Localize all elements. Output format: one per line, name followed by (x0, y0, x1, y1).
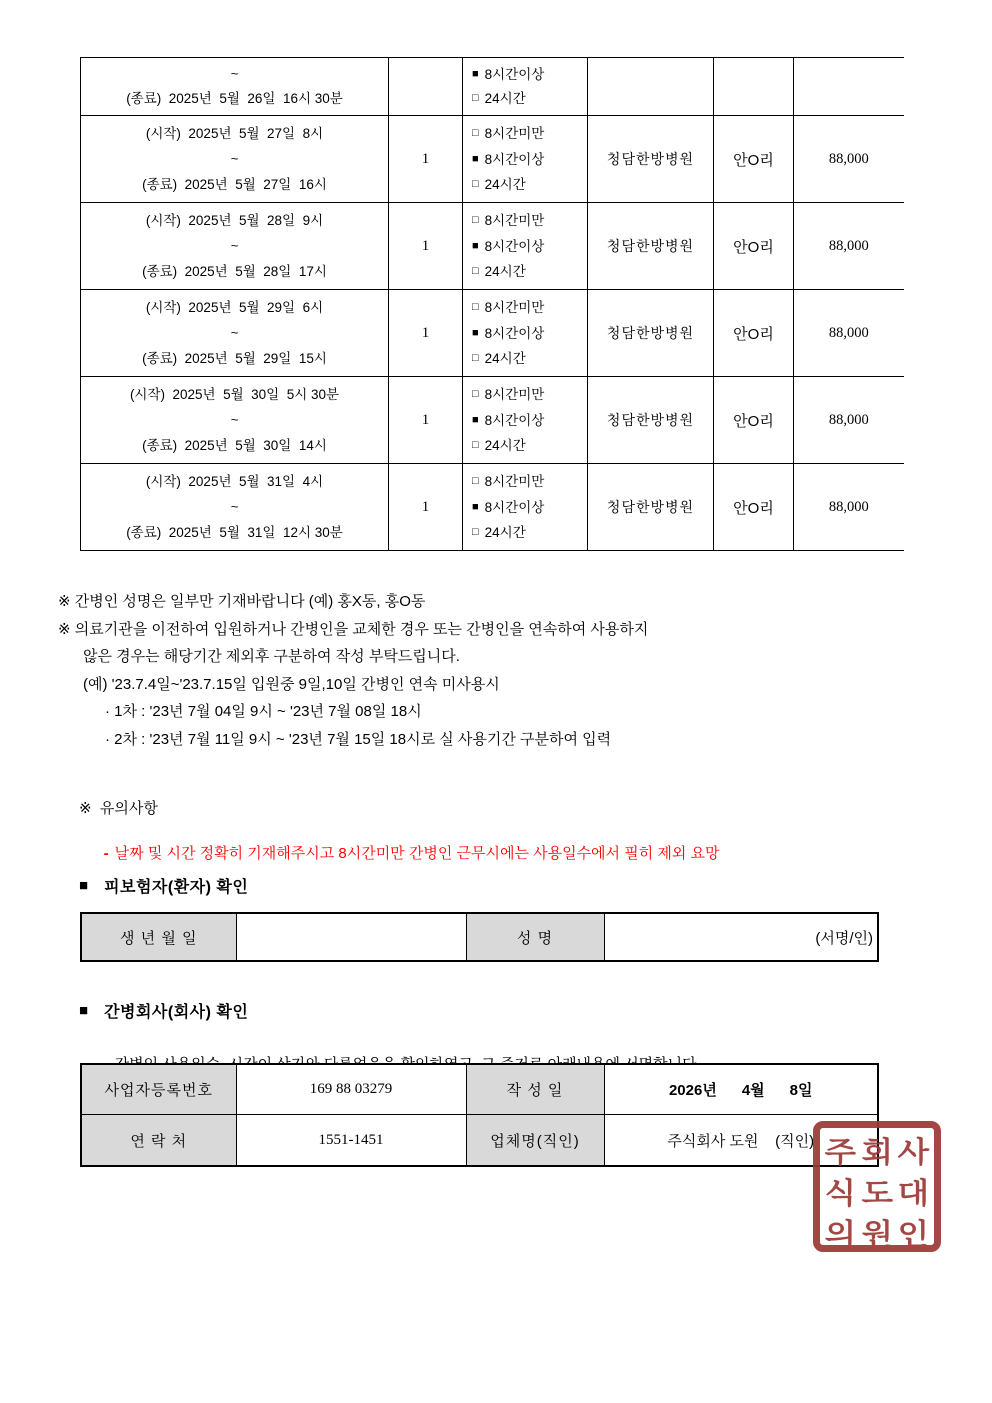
seal-char: 인 (897, 1219, 930, 1251)
written-date-value: 2026년 4월 8일 (604, 1064, 878, 1115)
note-line: (예) '23.7.4일~'23.7.15일 입원중 9일,10일 간병인 연속 미사용시 (83, 675, 500, 693)
section-bullet-icon: ■ (79, 876, 89, 894)
note-line: ※ 간병인 성명은 일부만 기재바랍니다 (예) 홍X동, 홍O동 (58, 593, 426, 610)
shift-option-label: 8시간이상 (484, 151, 545, 167)
table-row (81, 464, 904, 551)
checkbox-unchecked-icon: □ (472, 177, 479, 190)
use-days-count: 1 (389, 377, 463, 464)
note-line: ※ 의료기관을 이전하여 입원하거나 간병인을 교체한 경우 또는 간병인을 연속하여 사용하지 (58, 620, 649, 638)
range-tilde: ~ (230, 412, 239, 427)
note-line: · 1차 : '23년 7월 04일 9시 ~ '23년 7월 08일 18시 (105, 703, 422, 720)
hospital-name: 청담한방병원 (588, 464, 714, 551)
checkbox-checked-icon: ■ (472, 326, 479, 339)
seal-char: 도 (861, 1178, 893, 1210)
table-row (81, 203, 904, 290)
checkbox-unchecked-icon: □ (472, 351, 479, 364)
shift-option (472, 177, 587, 192)
use-days-count: 1 (389, 290, 463, 377)
shift-option (472, 525, 587, 540)
range-tilde: ~ (230, 66, 239, 82)
end-datetime: (종료) 2025년 5월 31일 12시 30분 (126, 524, 343, 540)
table-row (81, 1115, 878, 1167)
dob-label: 생 년 월 일 (81, 913, 236, 961)
start-datetime: (시작) 2025년 5월 27일 8시 (145, 125, 324, 141)
contact-value: 1551-1451 (236, 1115, 466, 1167)
start-datetime: (시작) 2025년 5월 31일 4시 (145, 473, 324, 489)
checkbox-unchecked-icon: □ (472, 127, 479, 140)
daily-amount: 88,000 (794, 377, 904, 464)
shift-option (472, 413, 587, 428)
end-datetime: (종료) 2025년 5월 30일 14시 (142, 437, 327, 453)
shift-option-label: 8시간미만 (484, 213, 545, 229)
table-row (81, 116, 904, 203)
patient-confirm-title: 피보험자(환자) 확인 (104, 879, 249, 896)
end-datetime: (종료) 2025년 5월 27일 16시 (142, 176, 327, 192)
care-usage-table (80, 57, 904, 551)
patient-confirm-heading (79, 874, 248, 897)
signature-field: (서명/인) (604, 913, 878, 961)
hospital-name: 청담한방병원 (588, 377, 714, 464)
daily-amount: 88,000 (794, 290, 904, 377)
shift-option (472, 239, 587, 254)
business-number-value: 169 88 03279 (236, 1064, 466, 1115)
table-row (81, 913, 878, 961)
range-tilde: ~ (230, 151, 239, 166)
shift-option-label: 8시간미만 (484, 126, 545, 142)
dash-marker: - (103, 845, 109, 862)
business-number-label: 사업자등록번호 (81, 1064, 236, 1115)
checkbox-unchecked-icon: □ (472, 438, 479, 451)
company-seal-stamp (813, 1121, 941, 1252)
end-datetime: (종료) 2025년 5월 26일 16시 30분 (126, 90, 343, 106)
checkbox-unchecked-icon: □ (472, 475, 479, 488)
hospital-name: 청담한방병원 (588, 290, 714, 377)
shift-option-label: 24시간 (484, 91, 526, 106)
start-datetime: (시작) 2025년 5월 28일 9시 (145, 212, 324, 228)
range-tilde: ~ (230, 499, 239, 514)
caution-heading: ※ 유의사항 (79, 800, 158, 817)
table-row (81, 377, 904, 464)
caregiver-name (714, 58, 794, 116)
shift-option (472, 126, 587, 141)
daily-amount: 88,000 (794, 203, 904, 290)
daily-amount: 88,000 (794, 116, 904, 203)
section-bullet-icon: ■ (79, 1001, 89, 1019)
shift-option-label: 8시간이상 (484, 238, 545, 254)
shift-option (472, 67, 587, 82)
daily-amount: 88,000 (794, 464, 904, 551)
seal-char: 회 (861, 1137, 893, 1169)
checkbox-unchecked-icon: □ (472, 525, 479, 538)
shift-option-label: 24시간 (484, 350, 526, 366)
footnotes (58, 588, 648, 753)
shift-option (472, 387, 587, 402)
shift-option-label: 8시간이상 (484, 67, 545, 82)
end-datetime: (종료) 2025년 5월 28일 17시 (142, 263, 327, 279)
table-row (81, 290, 904, 377)
checkbox-unchecked-icon: □ (472, 214, 479, 227)
shift-option-label: 8시간이상 (484, 499, 545, 515)
caution-warning-text: 날짜 및 시간 정확히 기재해주시고 8시간미만 간병인 근무시에는 사용일수에서 필히 제외 요망 (114, 845, 720, 862)
checkbox-unchecked-icon: □ (472, 301, 479, 314)
caregiver-name: 안O리 (714, 203, 794, 290)
seal-char: 사 (897, 1137, 930, 1169)
hospital-name (588, 58, 714, 116)
checkbox-checked-icon: ■ (472, 239, 479, 252)
use-days-count: 1 (389, 116, 463, 203)
shift-option-label: 8시간이상 (484, 325, 545, 341)
end-datetime: (종료) 2025년 5월 29일 15시 (142, 350, 327, 366)
vendor-label: 업체명(직인) (466, 1115, 604, 1167)
shift-option (472, 264, 587, 279)
shift-option-label: 24시간 (484, 263, 526, 279)
checkbox-unchecked-icon: □ (472, 264, 479, 277)
shift-option (472, 326, 587, 341)
seal-char: 대 (897, 1178, 930, 1210)
caregiver-name: 안O리 (714, 464, 794, 551)
daily-amount (794, 58, 904, 116)
caregiver-name: 안O리 (714, 377, 794, 464)
note-line: · 2차 : '23년 7월 11일 9시 ~ '23년 7월 15일 18시로 실 사용기간 구분하여 입력 (105, 730, 612, 748)
shift-option-label: 8시간이상 (484, 412, 545, 428)
name-label: 성 명 (466, 913, 604, 961)
vendor-value: 주식회사 도원 (직인) (604, 1115, 878, 1167)
checkbox-checked-icon: ■ (472, 500, 479, 513)
checkbox-unchecked-icon: □ (472, 92, 479, 104)
note-line: 않은 경우는 해당기간 제외후 구분하여 작성 부탁드립니다. (83, 648, 460, 665)
caution-warning (87, 825, 719, 880)
range-tilde: ~ (230, 238, 239, 253)
checkbox-checked-icon: ■ (472, 68, 479, 80)
contact-label: 연 락 처 (81, 1115, 236, 1167)
shift-option (472, 438, 587, 453)
shift-option (472, 91, 587, 106)
shift-option-label: 8시간미만 (484, 387, 545, 403)
start-datetime: (시작) 2025년 5월 29일 6시 (145, 299, 324, 315)
caregiver-name: 안O리 (714, 116, 794, 203)
shift-option (472, 351, 587, 366)
shift-option (472, 474, 587, 489)
company-confirm-title: 간병회사(회사) 확인 (104, 1004, 249, 1021)
hospital-name: 청담한방병원 (588, 116, 714, 203)
shift-option-label: 24시간 (484, 176, 526, 192)
seal-char: 원 (861, 1219, 893, 1251)
shift-option-label: 24시간 (484, 437, 526, 453)
use-days-count (389, 58, 463, 116)
range-tilde: ~ (230, 325, 239, 340)
company-confirm-heading (79, 999, 248, 1022)
seal-char: 주 (824, 1137, 857, 1169)
checkbox-unchecked-icon: □ (472, 388, 479, 401)
shift-option (472, 213, 587, 228)
shift-option (472, 152, 587, 167)
shift-option-label: 24시간 (484, 524, 526, 540)
dob-field (236, 913, 466, 961)
use-days-count: 1 (389, 203, 463, 290)
checkbox-checked-icon: ■ (472, 152, 479, 165)
use-days-count: 1 (389, 464, 463, 551)
shift-option (472, 500, 587, 515)
table-row (81, 58, 904, 116)
patient-confirm-table (80, 912, 879, 962)
seal-char: 식 (824, 1178, 857, 1210)
seal-char: 의 (824, 1219, 857, 1251)
written-date-label: 작 성 일 (466, 1064, 604, 1115)
shift-option-label: 8시간미만 (484, 474, 545, 490)
shift-option-label: 8시간미만 (484, 300, 545, 316)
company-confirm-table (80, 1063, 879, 1167)
start-datetime: (시작) 2025년 5월 30일 5시 30분 (129, 386, 340, 402)
shift-option (472, 300, 587, 315)
hospital-name: 청담한방병원 (588, 203, 714, 290)
caregiver-name: 안O리 (714, 290, 794, 377)
table-row (81, 1064, 878, 1115)
checkbox-checked-icon: ■ (472, 413, 479, 426)
